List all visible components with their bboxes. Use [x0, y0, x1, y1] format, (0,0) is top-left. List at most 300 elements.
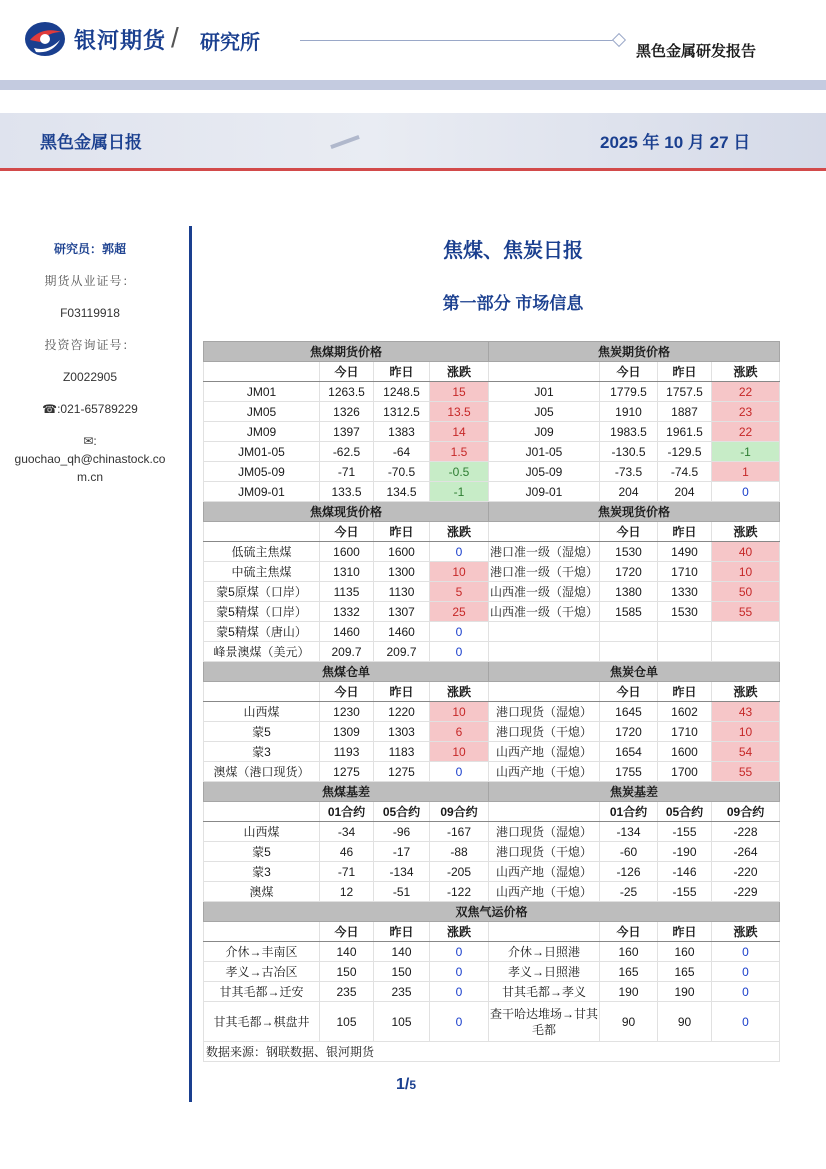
advisor-number: Z0022905	[62, 370, 118, 384]
change-cell: 0	[430, 762, 489, 782]
value-cell: -73.5	[600, 462, 658, 482]
value-cell: 160	[600, 942, 658, 962]
column-header-blank	[489, 522, 600, 542]
column-header: 今日	[320, 522, 374, 542]
row-label: 蒙3	[204, 742, 320, 762]
column-header: 今日	[320, 922, 374, 942]
change-cell: 0	[430, 542, 489, 562]
row-label: 蒙5精煤（口岸）	[204, 602, 320, 622]
row-label: 查干哈达堆场→甘其毛都	[489, 1002, 600, 1042]
table-row	[204, 382, 780, 402]
value-cell: -96	[374, 822, 430, 842]
column-header-blank	[489, 922, 600, 942]
change-cell: 10	[712, 562, 780, 582]
value-cell: -62.5	[320, 442, 374, 462]
change-cell: 43	[712, 702, 780, 722]
column-header: 昨日	[374, 922, 430, 942]
table-body	[204, 342, 780, 1062]
change-cell: -1	[712, 442, 780, 462]
email-link[interactable]: guochao_qh@chinastock.com.cn	[14, 452, 166, 484]
value-cell: 90	[600, 1002, 658, 1042]
value-cell: 1755	[600, 762, 658, 782]
row-label: J05-09	[489, 462, 600, 482]
row-label: 蒙5	[204, 842, 320, 862]
column-header: 今日	[320, 682, 374, 702]
change-cell: 10	[430, 702, 489, 722]
value-cell: 1961.5	[658, 422, 712, 442]
value-cell: 1248.5	[374, 382, 430, 402]
advisor-label: 投资咨询证号：	[44, 338, 136, 352]
value-cell: 1383	[374, 422, 430, 442]
section-title-left: 双焦气运价格	[204, 902, 780, 922]
value-cell: -34	[320, 822, 374, 842]
section-title-left: 焦煤期货价格	[204, 342, 489, 362]
row-label: 澳煤（港口现货）	[204, 762, 320, 782]
value-cell: 1710	[658, 722, 712, 742]
value-cell: 160	[658, 942, 712, 962]
value-cell: -155	[658, 822, 712, 842]
table-row	[204, 962, 780, 982]
change-cell: 50	[712, 582, 780, 602]
diamond-icon	[612, 33, 626, 47]
report-date: 2025 年 10 月 27 日	[600, 133, 751, 152]
row-label: 蒙5	[204, 722, 320, 742]
section-title-left: 焦煤现货价格	[204, 502, 489, 522]
table-row	[204, 602, 780, 622]
header-stripe	[0, 80, 826, 90]
table-row	[204, 722, 780, 742]
row-label: 中硫主焦煤	[204, 562, 320, 582]
value-cell: 165	[600, 962, 658, 982]
value-cell: 1193	[320, 742, 374, 762]
value-cell: 209.7	[374, 642, 430, 662]
value-cell: 1130	[374, 582, 430, 602]
table-row	[204, 742, 780, 762]
column-header-row	[204, 922, 780, 942]
change-cell: 0	[712, 482, 780, 502]
row-label: JM09	[204, 422, 320, 442]
value-cell: -190	[658, 842, 712, 862]
column-header: 涨跌	[430, 682, 489, 702]
row-label: 低硫主焦煤	[204, 542, 320, 562]
table-row	[204, 622, 780, 642]
value-cell: 1397	[320, 422, 374, 442]
table-row	[204, 422, 780, 442]
table-row	[204, 862, 780, 882]
value-cell: 1312.5	[374, 402, 430, 422]
value-cell: 140	[320, 942, 374, 962]
value-cell: 46	[320, 842, 374, 862]
header-decoration-line	[300, 40, 620, 41]
table-row	[204, 982, 780, 1002]
change-cell: 55	[712, 602, 780, 622]
value-cell: 1460	[374, 622, 430, 642]
column-header: 今日	[600, 922, 658, 942]
change-cell: -229	[712, 882, 780, 902]
change-cell: -1	[430, 482, 489, 502]
value-cell: 1887	[658, 402, 712, 422]
value-cell: 1600	[658, 742, 712, 762]
value-cell	[658, 622, 712, 642]
value-cell: 1720	[600, 722, 658, 742]
change-cell: -0.5	[430, 462, 489, 482]
value-cell: 190	[600, 982, 658, 1002]
value-cell: 1757.5	[658, 382, 712, 402]
column-header: 05合约	[374, 802, 430, 822]
value-cell: 1183	[374, 742, 430, 762]
department-name: 研究所	[200, 32, 260, 54]
value-cell: 235	[320, 982, 374, 1002]
row-label: 甘其毛都→棋盘井	[204, 1002, 320, 1042]
value-cell: -71	[320, 862, 374, 882]
value-cell	[600, 622, 658, 642]
value-cell: -64	[374, 442, 430, 462]
change-cell: 0	[430, 982, 489, 1002]
value-cell: -17	[374, 842, 430, 862]
value-cell: -134	[600, 822, 658, 842]
value-cell: 1135	[320, 582, 374, 602]
value-cell: 105	[320, 1002, 374, 1042]
value-cell: 1460	[320, 622, 374, 642]
change-cell: 0	[712, 982, 780, 1002]
change-cell: -205	[430, 862, 489, 882]
row-label: 山西产地（干熄）	[489, 762, 600, 782]
row-label	[489, 622, 600, 642]
banner-title: 黑色金属日报	[40, 133, 142, 152]
value-cell: 1654	[600, 742, 658, 762]
source-row	[204, 1042, 780, 1062]
value-cell: 12	[320, 882, 374, 902]
row-label: 蒙3	[204, 862, 320, 882]
column-header-row	[204, 682, 780, 702]
row-label: 澳煤	[204, 882, 320, 902]
change-cell: 0	[430, 622, 489, 642]
change-cell: 55	[712, 762, 780, 782]
report-title: 焦煤、焦炭日报	[443, 240, 583, 262]
change-cell: 10	[430, 742, 489, 762]
value-cell: 165	[658, 962, 712, 982]
value-cell: 1700	[658, 762, 712, 782]
value-cell: 1326	[320, 402, 374, 422]
value-cell: -130.5	[600, 442, 658, 462]
change-cell: -122	[430, 882, 489, 902]
column-header-blank	[204, 682, 320, 702]
value-cell: 1263.5	[320, 382, 374, 402]
value-cell: 1275	[374, 762, 430, 782]
value-cell: 1530	[600, 542, 658, 562]
value-cell: 1910	[600, 402, 658, 422]
value-cell: 1220	[374, 702, 430, 722]
value-cell: 1710	[658, 562, 712, 582]
value-cell: 1307	[374, 602, 430, 622]
value-cell: 1490	[658, 542, 712, 562]
table-row	[204, 822, 780, 842]
value-cell: 1602	[658, 702, 712, 722]
row-label: 蒙5精煤（唐山）	[204, 622, 320, 642]
row-label: J09	[489, 422, 600, 442]
column-header: 昨日	[658, 682, 712, 702]
change-cell: 40	[712, 542, 780, 562]
column-header: 昨日	[374, 522, 430, 542]
license-label: 期货从业证号：	[44, 274, 136, 288]
value-cell: 1720	[600, 562, 658, 582]
value-cell: 1645	[600, 702, 658, 722]
sidebar-divider	[189, 226, 192, 1102]
galaxy-futures-logo-icon	[22, 18, 68, 60]
change-cell: 0	[712, 1002, 780, 1042]
change-cell: 0	[430, 1002, 489, 1042]
email-colon: :	[93, 434, 97, 448]
section-title: 第一部分 市场信息	[442, 294, 584, 313]
value-cell: 190	[658, 982, 712, 1002]
value-cell: 133.5	[320, 482, 374, 502]
section-title-left: 焦煤仓单	[204, 662, 489, 682]
column-header: 涨跌	[430, 922, 489, 942]
row-label: 港口准一级（干熄）	[489, 562, 600, 582]
section-header-row	[204, 902, 780, 922]
row-label: JM01	[204, 382, 320, 402]
market-data-table	[203, 341, 780, 1062]
column-header: 09合约	[430, 802, 489, 822]
row-label: 港口现货（湿熄）	[489, 702, 600, 722]
column-header-blank	[204, 802, 320, 822]
email-label	[0, 432, 180, 450]
section-header-row	[204, 502, 780, 522]
column-header-blank	[204, 922, 320, 942]
row-label: 孝义→日照港	[489, 962, 600, 982]
value-cell: 1309	[320, 722, 374, 742]
value-cell: 150	[320, 962, 374, 982]
table-row	[204, 842, 780, 862]
column-header: 涨跌	[430, 362, 489, 382]
change-cell: -220	[712, 862, 780, 882]
brand-name: 银河期货	[74, 28, 167, 53]
value-cell: 1303	[374, 722, 430, 742]
table-row	[204, 762, 780, 782]
table-row	[204, 1002, 780, 1042]
page-total: 5	[409, 1078, 417, 1092]
row-label: J01-05	[489, 442, 600, 462]
value-cell: 235	[374, 982, 430, 1002]
change-cell: 1.5	[430, 442, 489, 462]
value-cell: 1600	[320, 542, 374, 562]
table-row	[204, 442, 780, 462]
section-title-right: 焦炭现货价格	[489, 502, 780, 522]
value-cell: -129.5	[658, 442, 712, 462]
change-cell: 5	[430, 582, 489, 602]
change-cell	[712, 642, 780, 662]
value-cell: 1330	[658, 582, 712, 602]
row-label: 介休→丰南区	[204, 942, 320, 962]
row-label: 孝义→古冶区	[204, 962, 320, 982]
change-cell: 10	[712, 722, 780, 742]
table-row	[204, 402, 780, 422]
value-cell	[658, 642, 712, 662]
value-cell: 1530	[658, 602, 712, 622]
section-title-left: 焦煤基差	[204, 782, 489, 802]
envelope-icon: ✉	[83, 434, 94, 448]
value-cell: -71	[320, 462, 374, 482]
change-cell: 6	[430, 722, 489, 742]
row-label: 港口现货（干熄）	[489, 722, 600, 742]
column-header: 今日	[600, 682, 658, 702]
row-label: 港口现货（湿熄）	[489, 822, 600, 842]
change-cell: 22	[712, 422, 780, 442]
change-cell: 22	[712, 382, 780, 402]
change-cell: 10	[430, 562, 489, 582]
column-header: 今日	[320, 362, 374, 382]
table-row	[204, 542, 780, 562]
column-header-blank	[489, 362, 600, 382]
column-header: 涨跌	[430, 522, 489, 542]
value-cell: -51	[374, 882, 430, 902]
column-header: 涨跌	[712, 682, 780, 702]
page-header	[0, 0, 826, 92]
column-header: 涨跌	[712, 522, 780, 542]
row-label: 山西煤	[204, 822, 320, 842]
change-cell: 0	[430, 962, 489, 982]
column-header: 今日	[600, 522, 658, 542]
value-cell: 1275	[320, 762, 374, 782]
section-title-right: 焦炭期货价格	[489, 342, 780, 362]
change-cell: 0	[430, 642, 489, 662]
column-header: 涨跌	[712, 362, 780, 382]
banner-accent-line	[0, 168, 826, 171]
page-current: 1/	[396, 1076, 410, 1093]
column-header: 昨日	[658, 922, 712, 942]
market-data-table-wrapper	[203, 341, 779, 1062]
value-cell: 134.5	[374, 482, 430, 502]
value-cell: 140	[374, 942, 430, 962]
value-cell: -126	[600, 862, 658, 882]
change-cell: -88	[430, 842, 489, 862]
value-cell: -146	[658, 862, 712, 882]
section-header-row	[204, 342, 780, 362]
value-cell: 1600	[374, 542, 430, 562]
change-cell: -264	[712, 842, 780, 862]
change-cell: -167	[430, 822, 489, 842]
column-header: 09合约	[712, 802, 780, 822]
change-cell: 0	[430, 942, 489, 962]
value-cell: -155	[658, 882, 712, 902]
value-cell: 209.7	[320, 642, 374, 662]
column-header-row	[204, 802, 780, 822]
row-label: 甘其毛都→迁安	[204, 982, 320, 1002]
change-cell: 54	[712, 742, 780, 762]
table-row	[204, 462, 780, 482]
value-cell: 204	[600, 482, 658, 502]
column-header-row	[204, 362, 780, 382]
value-cell: -134	[374, 862, 430, 882]
analyst-sidebar	[0, 240, 180, 500]
value-cell: -74.5	[658, 462, 712, 482]
value-cell: 1332	[320, 602, 374, 622]
table-row	[204, 482, 780, 502]
row-label: J05	[489, 402, 600, 422]
row-label: 峰景澳煤（美元）	[204, 642, 320, 662]
value-cell	[600, 642, 658, 662]
section-title-right: 焦炭基差	[489, 782, 780, 802]
row-label: 港口准一级（湿熄）	[489, 542, 600, 562]
table-row	[204, 642, 780, 662]
change-cell: 0	[712, 962, 780, 982]
row-label: JM01-05	[204, 442, 320, 462]
value-cell: 1310	[320, 562, 374, 582]
column-header-row	[204, 522, 780, 542]
section-title-right: 焦炭仓单	[489, 662, 780, 682]
row-label: 山西煤	[204, 702, 320, 722]
row-label: 山西产地（干熄）	[489, 882, 600, 902]
value-cell: 90	[658, 1002, 712, 1042]
row-label: 甘其毛都→孝义	[489, 982, 600, 1002]
brand-divider: /	[171, 22, 179, 53]
table-row	[204, 582, 780, 602]
change-cell	[712, 622, 780, 642]
column-header: 昨日	[374, 362, 430, 382]
report-type: 黑色金属研发报告	[636, 43, 757, 60]
phone-number: ☎:021-65789229	[42, 402, 138, 416]
row-label: JM05-09	[204, 462, 320, 482]
row-label: J01	[489, 382, 600, 402]
row-label: J09-01	[489, 482, 600, 502]
value-cell: -70.5	[374, 462, 430, 482]
value-cell: 1779.5	[600, 382, 658, 402]
column-header: 昨日	[658, 522, 712, 542]
change-cell: 1	[712, 462, 780, 482]
column-header: 昨日	[658, 362, 712, 382]
change-cell: 13.5	[430, 402, 489, 422]
value-cell: 204	[658, 482, 712, 502]
column-header: 涨跌	[712, 922, 780, 942]
column-header: 01合约	[320, 802, 374, 822]
value-cell: 1300	[374, 562, 430, 582]
table-row	[204, 942, 780, 962]
section-header-row	[204, 782, 780, 802]
row-label: JM09-01	[204, 482, 320, 502]
value-cell: -60	[600, 842, 658, 862]
column-header: 今日	[600, 362, 658, 382]
table-row	[204, 702, 780, 722]
row-label: 山西产地（湿熄）	[489, 862, 600, 882]
row-label: JM05	[204, 402, 320, 422]
table-row	[204, 882, 780, 902]
data-source-note: 数据来源：钢联数据、银河期货	[204, 1042, 780, 1062]
change-cell: 25	[430, 602, 489, 622]
change-cell: 15	[430, 382, 489, 402]
row-label: 山西准一级（干熄）	[489, 602, 600, 622]
section-header-row	[204, 662, 780, 682]
page-number	[396, 1076, 416, 1094]
column-header: 01合约	[600, 802, 658, 822]
column-header-blank	[489, 802, 600, 822]
change-cell: 0	[712, 942, 780, 962]
row-label: 介休→日照港	[489, 942, 600, 962]
value-cell: 1585	[600, 602, 658, 622]
change-cell: 14	[430, 422, 489, 442]
row-label: 山西准一级（湿熄）	[489, 582, 600, 602]
row-label: 蒙5原煤（口岸）	[204, 582, 320, 602]
row-label	[489, 642, 600, 662]
column-header: 05合约	[658, 802, 712, 822]
license-number: F03119918	[60, 306, 120, 320]
value-cell: 1983.5	[600, 422, 658, 442]
value-cell: 1380	[600, 582, 658, 602]
change-cell: -228	[712, 822, 780, 842]
row-label: 山西产地（湿熄）	[489, 742, 600, 762]
column-header: 昨日	[374, 682, 430, 702]
table-row	[204, 562, 780, 582]
change-cell: 23	[712, 402, 780, 422]
